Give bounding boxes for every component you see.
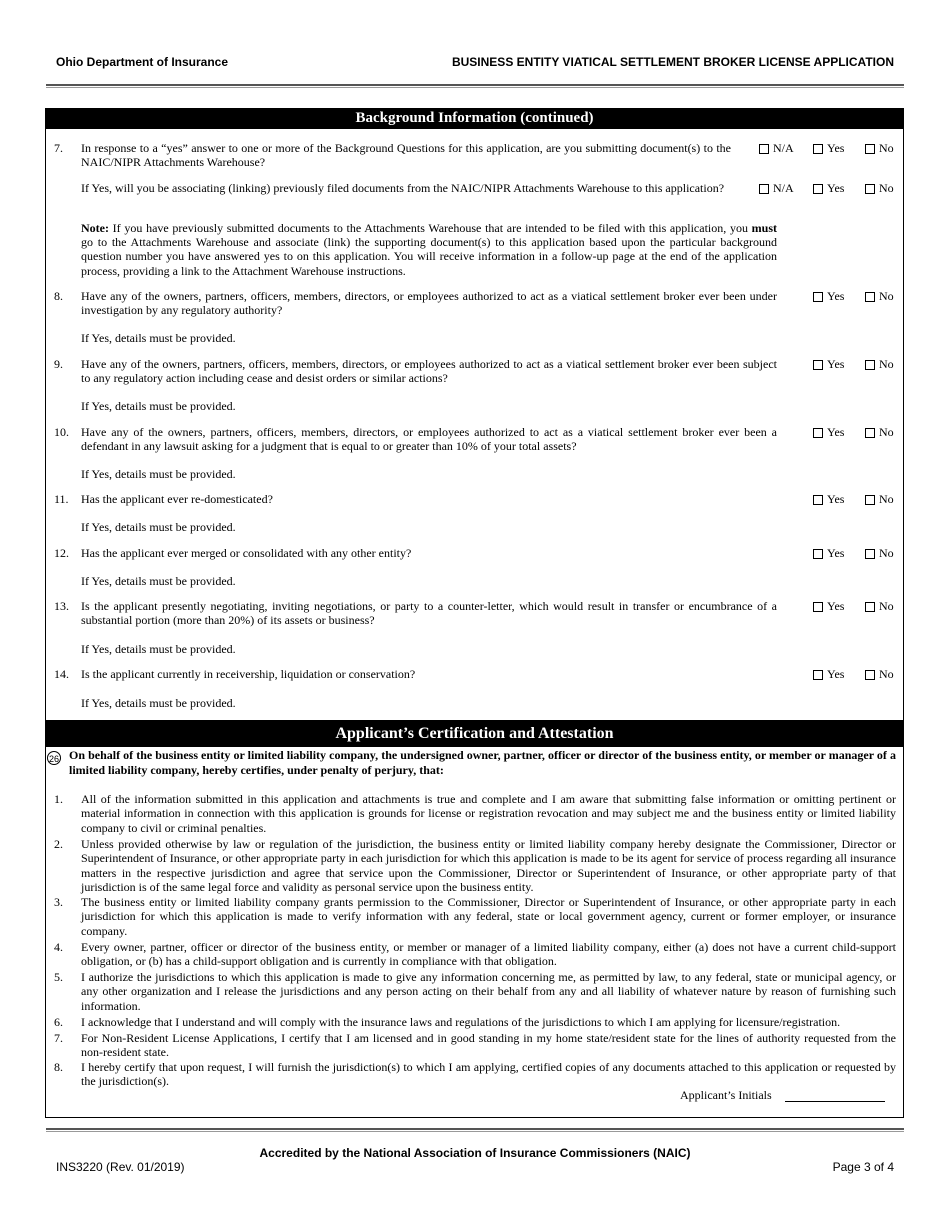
q12-yes-option[interactable]: Yes	[813, 546, 844, 561]
details-note: If Yes, details must be provided.	[81, 399, 236, 413]
details-note: If Yes, details must be provided.	[81, 467, 236, 481]
certification-item: Unless provided otherwise by law or regulation of the jurisdiction, the business entity or limited liability company hereby designate the Commissioner, Director or Superintendent of Insurance, or other appropriate party in each jurisdiction for which this application is made to be its agent for service of process regarding all insurance matters in the respective jurisdiction and agree that service upon the Commissioner, Director or Superintendent of Insurance, or other appropriate party of that jurisdiction is of the same legal force and validity as personal service upon the business entity.	[81, 837, 896, 895]
question-number: 8.	[54, 289, 63, 303]
section-title-certification: Applicant’s Certification and Attestation	[45, 720, 904, 747]
certification-item: The business entity or limited liability company grants permission to the Commissioner, Director or Superintendent of Insurance, or other appropriate party in each jurisdiction for which this application is made to verify information with any federal, state or local government agency, current or former employer, or insurance company.	[81, 895, 896, 938]
checkbox[interactable]	[865, 670, 875, 680]
question-text-12: Has the applicant ever merged or consolidated with any other entity?	[81, 546, 412, 560]
checkbox[interactable]	[759, 144, 769, 154]
q13-no-option[interactable]: No	[865, 599, 894, 614]
footer-divider-thin	[46, 1131, 904, 1132]
question-text-10: Have any of the owners, partners, officers, members, directors, or employees authorized to act as a viatical settlement broker ever been a defendant in any lawsuit asking for a judgment that is equal to or greater than 10% of your total assets?	[81, 425, 777, 454]
form-number: INS3220 (Rev. 01/2019)	[56, 1160, 185, 1174]
checkbox[interactable]	[865, 144, 875, 154]
certification-item: I authorize the jurisdictions to which this application is made to give any information concerning me, as permitted by law, to any federal, state or municipal agency, or any other organization and I release the jurisdictions and any person acting on their behalf from any and all liability of whatever nature by reason of furnishing such information.	[81, 970, 896, 1013]
question-text-7: In response to a “yes” answer to one or more of the Background Questions for this application, are you submitting document(s) to the NAIC/NIPR Attachments Warehouse?	[81, 141, 731, 170]
note-paragraph: Note: If you have previously submitted documents to the Attachments Warehouse that are intended to be filed with this application, you must go to the Attachments Warehouse and associate (link) the supporting document(s) to this application based upon the particular background question number you have answered yes to on this application. You will receive information in a follow-up page at the end of the application process, providing a link to the Attachment Warehouse instructions.	[81, 221, 777, 278]
checkbox[interactable]	[813, 670, 823, 680]
question-number: 10.	[54, 425, 69, 439]
checkbox[interactable]	[813, 292, 823, 302]
checkbox[interactable]	[865, 292, 875, 302]
list-number: 5.	[54, 970, 63, 984]
q13-yes-option[interactable]: Yes	[813, 599, 844, 614]
certification-item: For Non-Resident License Applications, I certify that I am licensed and in good standing in my home state/resident state for the lines of authority requested from the non-resident state.	[81, 1031, 896, 1060]
q7b-na-option[interactable]: N/A	[759, 181, 794, 196]
q7-no-option[interactable]: No	[865, 141, 894, 156]
question-number: 13.	[54, 599, 69, 613]
details-note: If Yes, details must be provided.	[81, 520, 236, 534]
q7b-yes-option[interactable]: Yes	[813, 181, 844, 196]
agency-name: Ohio Department of Insurance	[56, 55, 229, 69]
certification-item: I acknowledge that I understand and will comply with the insurance laws and regulations of the jurisdictions to which I am applying for licensure/registration.	[81, 1015, 841, 1029]
question-text-9: Have any of the owners, partners, officers, members, directors, or employees authorized to act as a viatical settlement broker ever been subject to any regulatory action including cease and desist orders or similar actions?	[81, 357, 777, 386]
q9-no-option[interactable]: No	[865, 357, 894, 372]
certification-intro: On behalf of the business entity or limited liability company, the undersigned owner, partner, officer or director of the business entity, or member or manager of a limited liability company, hereby certifies, under penalty of perjury, that:	[69, 748, 896, 777]
checkbox[interactable]	[865, 495, 875, 505]
list-number: 6.	[54, 1015, 63, 1029]
checkbox[interactable]	[813, 428, 823, 438]
q12-no-option[interactable]: No	[865, 546, 894, 561]
checkbox[interactable]	[865, 428, 875, 438]
q8-no-option[interactable]: No	[865, 289, 894, 304]
question-text-14: Is the applicant currently in receivership, liquidation or conservation?	[81, 667, 416, 681]
q8-yes-option[interactable]: Yes	[813, 289, 844, 304]
question-number: 11.	[54, 492, 69, 506]
question-7-followup: If Yes, will you be associating (linking) previously filed documents from the NAIC/NIPR Attachments Warehouse to this application?	[81, 181, 725, 195]
item-number-badge: 26	[47, 751, 61, 765]
details-note: If Yes, details must be provided.	[81, 642, 236, 656]
page-number: Page 3 of 4	[832, 1160, 894, 1174]
checkbox[interactable]	[813, 144, 823, 154]
details-note: If Yes, details must be provided.	[81, 574, 236, 588]
q7b-no-option[interactable]: No	[865, 181, 894, 196]
details-note: If Yes, details must be provided.	[81, 331, 236, 345]
checkbox[interactable]	[813, 184, 823, 194]
applicant-initials-field[interactable]	[785, 1101, 885, 1102]
q14-no-option[interactable]: No	[865, 667, 894, 682]
checkbox[interactable]	[813, 602, 823, 612]
list-number: 8.	[54, 1060, 63, 1074]
question-number: 7.	[54, 141, 63, 155]
question-text-8: Have any of the owners, partners, officers, members, directors, or employees authorized to act as a viatical settlement broker ever been under investigation by any regulatory authority?	[81, 289, 777, 318]
question-text-13: Is the applicant presently negotiating, inviting negotiations, or party to a counter-letter, which would result in transfer or encumbrance of a substantial portion (more than 20%) of its assets or business?	[81, 599, 777, 628]
question-number: 12.	[54, 546, 69, 560]
accreditation-text: Accredited by the National Association of Insurance Commissioners (NAIC)	[259, 1146, 691, 1160]
list-number: 4.	[54, 940, 63, 954]
checkbox[interactable]	[865, 360, 875, 370]
q14-yes-option[interactable]: Yes	[813, 667, 844, 682]
footer-divider	[46, 1128, 904, 1130]
list-number: 2.	[54, 837, 63, 851]
checkbox[interactable]	[865, 602, 875, 612]
certification-item: All of the information submitted in this application and attachments is true and complete and I am aware that submitting false information or omitting pertinent or material information in connection with this application is grounds for license or registration revocation and may subject me and the business entity or limited liability company to civil or criminal penalties.	[81, 792, 896, 835]
header-divider	[46, 84, 904, 86]
checkbox[interactable]	[813, 495, 823, 505]
header-divider-thin	[46, 87, 904, 88]
question-number: 9.	[54, 357, 63, 371]
question-number: 14.	[54, 667, 69, 681]
list-number: 1.	[54, 792, 63, 806]
list-number: 7.	[54, 1031, 63, 1045]
q11-no-option[interactable]: No	[865, 492, 894, 507]
certification-item: I hereby certify that upon request, I will furnish the jurisdiction(s) to which I am applying, certified copies of any documents attached to this application or requested by the jurisdiction(s).	[81, 1060, 896, 1089]
q10-yes-option[interactable]: Yes	[813, 425, 844, 440]
list-number: 3.	[54, 895, 63, 909]
checkbox[interactable]	[865, 184, 875, 194]
checkbox[interactable]	[813, 360, 823, 370]
q9-yes-option[interactable]: Yes	[813, 357, 844, 372]
checkbox[interactable]	[813, 549, 823, 559]
applicant-initials-label: Applicant’s Initials	[680, 1088, 772, 1102]
q7-yes-option[interactable]: Yes	[813, 141, 844, 156]
q10-no-option[interactable]: No	[865, 425, 894, 440]
checkbox[interactable]	[759, 184, 769, 194]
q7-na-option[interactable]: N/A	[759, 141, 794, 156]
form-title: BUSINESS ENTITY VIATICAL SETTLEMENT BROKER LICENSE APPLICATION	[451, 55, 894, 69]
question-text-11: Has the applicant ever re-domesticated?	[81, 492, 273, 506]
certification-item: Every owner, partner, officer or director of the business entity, or member or manager of a limited liability company, either (a) does not have a current child-support obligation, or (b) has a child-support obligation and is currently in compliance with that obligation.	[81, 940, 896, 969]
details-note: If Yes, details must be provided.	[81, 696, 236, 710]
checkbox[interactable]	[865, 549, 875, 559]
q11-yes-option[interactable]: Yes	[813, 492, 844, 507]
section-title-background: Background Information (continued)	[45, 108, 904, 129]
